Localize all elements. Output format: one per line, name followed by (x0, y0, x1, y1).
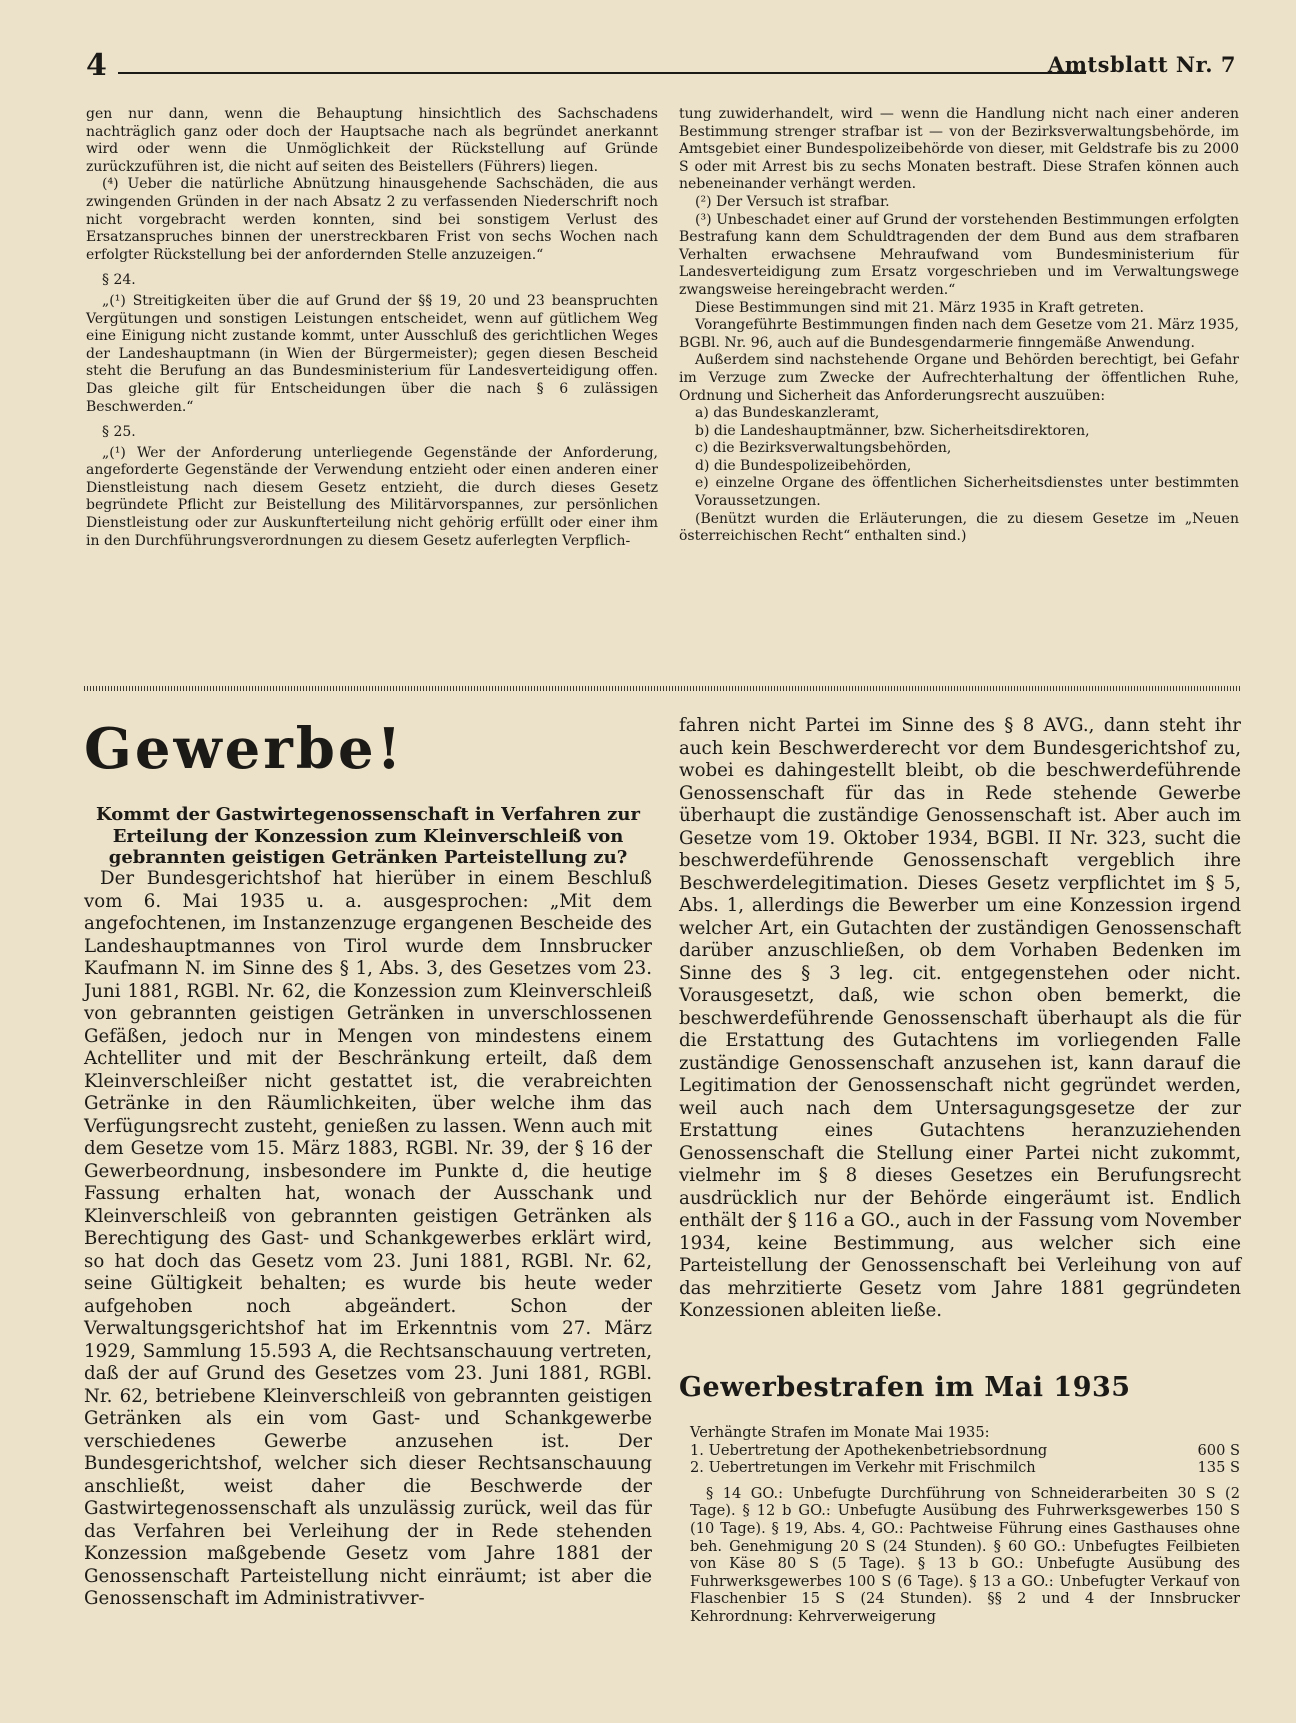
fine-label: 2. Uebertretungen im Verkehr mit Frischmilch (690, 1459, 1036, 1477)
section-divider (84, 686, 1240, 691)
header-rule (118, 72, 1086, 74)
section-heading: § 25. (102, 424, 136, 441)
list-item: d) die Bundespolizeibehörden, (695, 457, 912, 474)
list-item: c) die Bezirksverwaltungsbehörden, (695, 440, 952, 457)
strafen-intro: Verhängte Strafen im Monate Mai 1935: (690, 1424, 990, 1441)
strafen-title: Gewerbestrafen im Mai 1935 (679, 1372, 1131, 1403)
paragraph: § 14 GO.: Unbefugte Durchführung von Schneiderarbeiten 30 S (2 Tage). § 12 b GO.: Unbefugte Ausübung des Fuhrwerksgewerbes 150 S (10 Tage). § 19, Abs. 4, GO.: Pachtweise Führung eines Gasthauses ohne beh. Genehmigung 20 S (24 Stunden). § 60 GO.: Unbefugtes Feilbieten von Käse 80 S (5 Tage). § 13 b GO.: Unbefugte Ausübung des Fuhrwerksgewerbes 100 S (6 Tage). § 13 a GO.: Unbefugter Verkauf von Flaschenbier 15 S (24 Stunden). §§ 2 und 4 der Innsbrucker Kehrordnung: Kehrverweigerung (690, 1484, 1240, 1625)
gewerbe-title: Gewerbe! (84, 716, 405, 782)
paragraph: fahren nicht Partei im Sinne des § 8 AVG., dann steht ihr auch kein Beschwerderecht vor dem Bundesgerichtshof zu, wobei es dahingestellt bleibt, ob die beschwerdeführende Genossenschaft für das in Rede stehende Gewerbe überhaupt die zuständige Genossenschaft ist. Aber auch im Gesetze vom 19. Oktober 1934, BGBl. II Nr. 323, sucht die beschwerdeführende Genossenschaft vergeblich ihre Beschwerdelegitimation. Dieses Gesetz verpflichtet im § 5, Abs. 1, allerdings die Bewerber um eine Konzession irgend welcher Art, ein Gutachten der zuständigen Genossenschaft darüber anzuschließen, ob dem Vorhaben Bedenken im Sinne des § 3 leg. cit. entgegenstehen oder nicht. Vorausgesetzt, daß, wie schon oben bemerkt, die beschwerdeführende Genossenschaft überhaupt als die für die Erstattung des Gutachtens im vorliegenden Falle zuständige Genossenschaft anzusehen ist, kann darauf die Legitimation der Genossenschaft nicht gegründet werden, weil auch nach dem Untersagungsgesetze der zur Erstattung eines Gutachtens heranzuziehenden Genossenschaft die Stellung einer Partei nicht zukommt, vielmehr im § 8 dieses Gesetzes ein Berufungsrecht ausdrücklich nur der Behörde eingeräumt ist. Endlich enthält der § 116 a GO., auch in der Fassung vom November 1934, keine Bestimmung, aus welcher sich eine Parteistellung der Genossenschaft bei Verleihung von auf das mehrzitierte Gesetz vom Jahre 1881 gegründeten Konzessionen ableiten ließe. (679, 715, 1241, 1321)
article-question: Kommt der Gastwirtegenossenschaft in Verfahren zur Erteilung der Konzession zum Kleinverschleiß von gebrannten geistigen Getränken Parteistellung zu? (96, 804, 640, 868)
paragraph: (⁴) Ueber die natürliche Abnützung hinausgehende Sachschäden, die aus zwingenden Gründen in der nach Absatz 2 zu verfassenden Niederschrift noch nicht vorgebracht werden konnten, sind bei sonstigem Verlust des Ersatzanspruches binnen der unerstreckbaren Frist von sechs Wochen nach erfolgter Rückstellung bei der anfordernden Stelle anzuzeigen.“ (86, 176, 658, 263)
paragraph: (²) Der Versuch ist strafbar. (695, 193, 890, 210)
paragraph: „(¹) Wer der Anforderung unterliegende Gegenstände der Anforderung, angeforderte Gegenstände der Verwendung entzieht oder einen anderen einer Dienstleistung nach diesem Gesetz entzieht, die durch dieses Gesetz begründete Pflicht zur Beistellung des Militärvorspannes, zur persönlichen Dienstleistung oder zur Auskunfterteilung nicht gehörig erfüllt oder einer ihm in den Durchführungsverordnungen zu diesem Gesetz auferlegten Verpflich- (86, 444, 658, 549)
list-item: a) das Bundeskanzleramt, (695, 405, 880, 422)
paragraph: Diese Bestimmungen sind mit 21. März 1935 in Kraft getreten. (695, 299, 1144, 316)
paragraph: Vorangeführte Bestimmungen finden nach dem Gesetze vom 21. März 1935, BGBl. Nr. 96, auch auf die Bundesgendarmerie finngemäße Anwendung. (679, 317, 1239, 351)
paragraph: Der Bundesgerichtshof hat hierüber in einem Beschluß vom 6. Mai 1935 u. a. ausgesprochen: „Mit dem angefochtenen, im Instanzenzuge ergangenen Bescheide des Landeshauptmannes von Tirol wurde dem Innsbrucker Kaufmann N. im Sinne des § 1, Abs. 3, des Gesetzes vom 23. Juni 1881, RGBl. Nr. 62, die Konzession zum Kleinverschleiß von gebrannten geistigen Getränken in unverschlossenen Gefäßen, jedoch nur in Mengen von mindestens einem Achtelliter und mit der Beschränkung erteilt, daß dem Kleinverschleißer nicht gestattet ist, die verabreichten Getränke in den Räumlichkeiten, über welche ihm das Verfügungsrecht zusteht, genießen zu lassen. Wenn auch mit dem Gesetze vom 15. März 1883, RGBl. Nr. 39, der § 16 der Gewerbeordnung, insbesondere im Punkte d, die heutige Fassung erhalten hat, wonach der Ausschank und Kleinverschleiß von gebrannten geistigen Getränken als Berechtigung des Gast- und Schankgewerbes erklärt wird, so hat doch das Gesetz vom 23. Juni 1881, RGBl. Nr. 62, seine Gültigkeit behalten; es wurde bis heute weder aufgehoben noch abgeändert. Schon der Verwaltungsgerichtshof hat im Erkenntnis vom 27. März 1929, Sammlung 15.593 A, die Rechtsanschauung vertreten, daß der auf Grund des Gesetzes vom 23. Juni 1881, RGBl. Nr. 62, betriebene Kleinverschleiß von gebrannten geistigen Getränken als ein vom Gast- und Schankgewerbe verschiedenes Gewerbe anzusehen ist. Der Bundesgerichtshof, welcher sich dieser Rechtsanschauung anschließt, weist daher die Beschwerde der Gastwirtegenossenschaft als unzulässig zurück, weil das für das Verfahren bei Verleihung der in Rede stehenden Konzession maßgebende Gesetz vom Jahre 1881 der Genossenschaft Parteistellung nicht einräumt; ist aber die Genossenschaft im Administrativver- (84, 868, 652, 1609)
fine-row (690, 1459, 1240, 1477)
section-heading: § 24. (102, 272, 136, 289)
fine-amount: 600 S (1197, 1441, 1240, 1459)
top-right-column (679, 106, 1239, 546)
list-item: e) einzelne Organe des öffentlichen Sicherheitsdienstes unter bestimmten Voraussetzungen. (695, 475, 1239, 510)
fine-label: 1. Uebertretung der Apothekenbetriebsordnung (690, 1441, 1048, 1459)
page-number: 4 (86, 48, 107, 83)
list-item: b) die Landeshauptmänner, bzw. Sicherheitsdirektoren, (695, 422, 1090, 439)
gewerbe-left-column (84, 868, 652, 1611)
paragraph: (Benützt wurden die Erläuterungen, die zu diesem Gesetze im „Neuen österreichischen Recht“ enthalten sind.) (679, 510, 1239, 545)
gewerbe-right-column (679, 715, 1241, 1323)
issue-label: Amtsblatt Nr. 7 (1047, 52, 1236, 77)
paragraph: tung zuwiderhandelt, wird — wenn die Handlung nicht nach einer anderen Bestimmung strenger strafbar ist — von der Bezirksverwaltungsbehörde, im Amtsgebiet einer Bundespolizeibehörde von dieser, mit Geldstrafe bis zu 2000 S oder mit Arrest bis zu sechs Monaten bestraft. Diese Strafen können auch nebeneinander verhängt werden. (679, 106, 1239, 193)
paragraph: Außerdem sind nachstehende Organe und Behörden berechtigt, bei Gefahr im Verzuge zum Zwecke der Aufrechterhaltung der öffentlichen Ruhe, Ordnung und Sicherheit das Anforderungsrecht auszuüben: (679, 352, 1239, 404)
paragraph: gen nur dann, wenn die Behauptung hinsichtlich des Sachschadens nachträglich ganz oder doch der Hauptsache nach als begründet anerkannt wird oder wenn die Unmöglichkeit der Rückstellung auf Gründe zurückzuführen ist, die nicht auf seiten des Beistellers (Führers) liegen. (86, 106, 658, 175)
top-left-column (86, 106, 658, 550)
strafen-section (690, 1424, 1240, 1626)
fine-amount: 135 S (1197, 1459, 1240, 1477)
fine-row (690, 1442, 1240, 1460)
paragraph: „(¹) Streitigkeiten über die auf Grund der §§ 19, 20 und 23 beanspruchten Vergütungen und sonstigen Leistungen entscheidet, wenn auf gütlichem Weg eine Einigung nicht zustande kommt, unter Ausschluß des gerichtlichen Weges der Landeshauptmann (in Wien der Bürgermeister); gegen diesen Bescheid steht die Berufung an das Bundesministerium für Landesverteidigung offen. Das gleiche gilt für Entscheidungen über die nach § 6 zulässigen Beschwerden.“ (86, 292, 658, 415)
paragraph: (³) Unbeschadet einer auf Grund der vorstehenden Bestimmungen erfolgten Bestrafung kann dem Schuldtragenden der dem Bund aus dem strafbaren Verhalten erwachsene Mehraufwand vom Bundesministerium für Landesverteidigung zum Ersatz vorgeschrieben und im Verwaltungswege zwangsweise hereingebracht werden.“ (679, 211, 1239, 298)
